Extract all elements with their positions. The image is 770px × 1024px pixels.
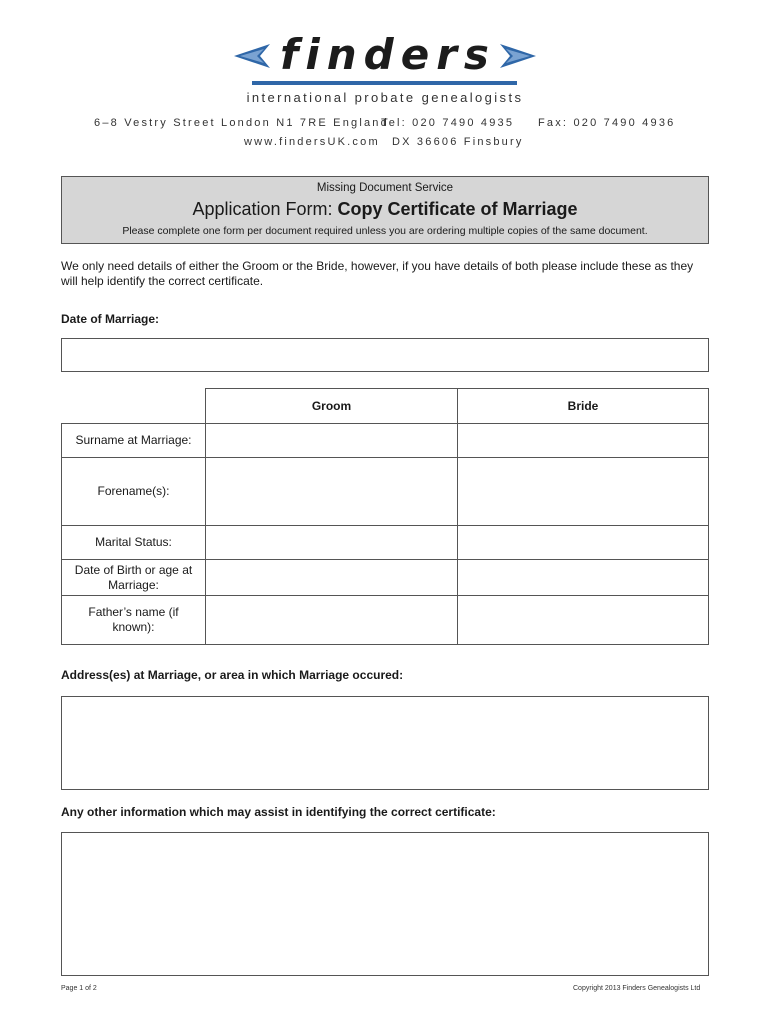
instruction-note: Please complete one form per document required unless you are ordering multiple copies of the same document. xyxy=(122,225,648,237)
groom-surname-field[interactable] xyxy=(206,424,457,457)
bride-fathers-name-field[interactable] xyxy=(458,596,708,644)
copyright-notice: Copyright 2013 Finders Genealogists Ltd xyxy=(573,985,701,992)
intro-paragraph: We only need details of either the Groom or the Bride, however, if you have details of both please include these as they will help identify the correct certificate. xyxy=(61,259,694,288)
row-label-marital-status: Marital Status: xyxy=(95,535,172,549)
dx-address: DX 36606 Finsbury xyxy=(392,136,524,148)
groom-column-header: Groom xyxy=(311,398,352,413)
bride-surname-field[interactable] xyxy=(458,424,708,457)
other-info-label: Any other information which may assist in identifying the correct certificate: xyxy=(61,805,496,819)
bride-date-of-birth-field[interactable] xyxy=(458,560,708,595)
groom-date-of-birth-field[interactable] xyxy=(206,560,457,595)
website: www.findersUK.com xyxy=(244,136,380,148)
bride-column-header: Bride xyxy=(567,398,599,413)
tagline: international probate genealogists xyxy=(246,90,524,105)
logo-wordmark: finders xyxy=(280,30,496,79)
date-of-marriage-label: Date of Marriage: xyxy=(61,312,160,326)
row-label-date-of-birth: Date of Birth or age at Marriage: xyxy=(74,562,193,592)
bride-marital-status-field[interactable] xyxy=(458,526,708,559)
date-of-marriage-field[interactable] xyxy=(61,338,709,372)
form-title xyxy=(62,199,708,220)
title-panel xyxy=(61,176,709,244)
groom-marital-status-field[interactable] xyxy=(206,526,457,559)
left-arrow-icon xyxy=(234,44,270,68)
groom-fathers-name-field[interactable] xyxy=(206,596,457,644)
page-number: Page 1 of 2 xyxy=(61,985,97,992)
address-field[interactable] xyxy=(61,696,709,790)
fax: Fax: 020 7490 4936 xyxy=(538,117,676,129)
service-name: Missing Document Service xyxy=(316,182,454,194)
row-label-forenames: Forename(s): xyxy=(97,484,170,498)
address-label: Address(es) at Marriage, or area in which Marriage occured: xyxy=(61,668,404,682)
groom-forenames-field[interactable] xyxy=(206,458,457,525)
logo-underline xyxy=(252,81,517,85)
row-label-fathers-name: Father’s name (if known): xyxy=(88,605,179,634)
postal-address: 6–8 Vestry Street London N1 7RE England xyxy=(94,117,389,129)
bride-forenames-field[interactable] xyxy=(458,458,708,525)
form-title-bold: Copy Certificate of Marriage xyxy=(337,199,578,219)
row-label-surname: Surname at Marriage: xyxy=(75,433,192,447)
telephone: Tel: 020 7490 4935 xyxy=(381,117,515,129)
form-title-prefix: Application Form: xyxy=(192,199,338,219)
other-info-field[interactable] xyxy=(61,832,709,976)
right-arrow-icon xyxy=(500,44,536,68)
